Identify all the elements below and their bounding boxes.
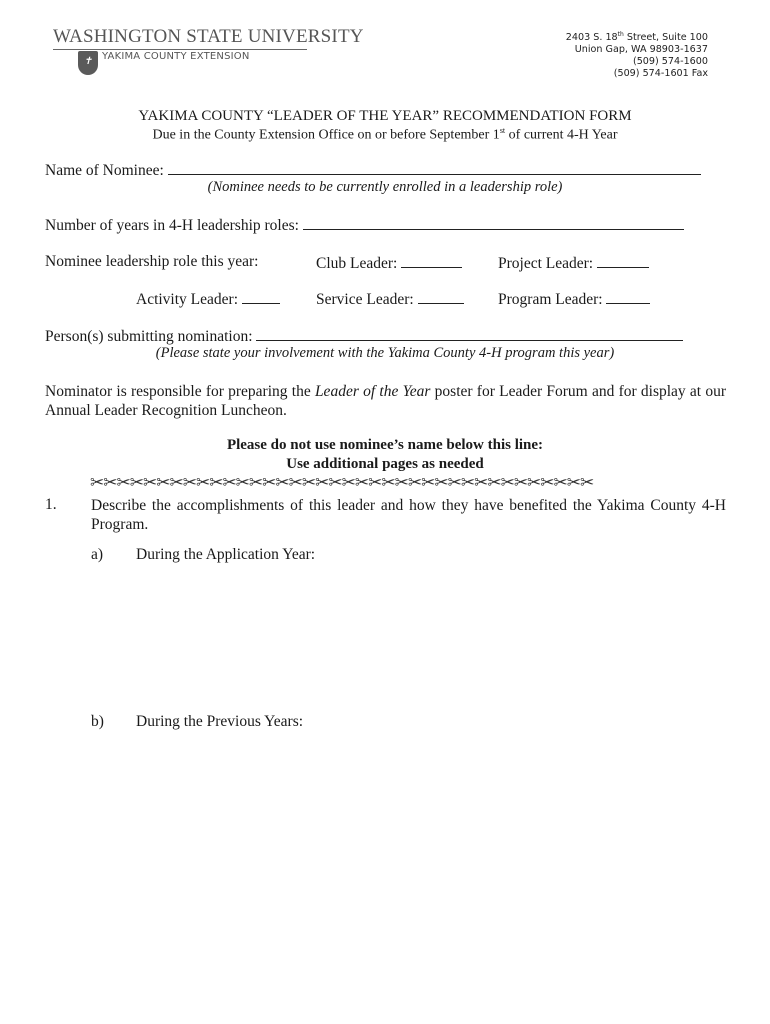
program-leader-field[interactable] (606, 289, 650, 304)
submitter-row (45, 326, 683, 346)
club-leader-label: Club Leader: (316, 255, 398, 272)
service-leader-label: Service Leader: (316, 291, 414, 308)
address-city: Union Gap, WA 98903-1637 (574, 44, 708, 56)
address-phone: (509) 574-1600 (632, 56, 708, 68)
address-fax: (509) 574-1601 Fax (613, 68, 708, 80)
university-name: WASHINGTON STATE UNIVERSITY (53, 26, 364, 47)
role-label: Nominee leadership role this year: (45, 253, 259, 270)
extension-name: YAKIMA COUNTY EXTENSION (102, 51, 250, 62)
years-row (45, 215, 684, 235)
submitter-label: Person(s) submitting nomination: (45, 328, 253, 345)
part-a-answer-area[interactable] (136, 570, 726, 700)
project-leader-label: Project Leader: (498, 255, 594, 272)
wsu-shield-icon (78, 51, 98, 75)
nominee-label: Name of Nominee: (45, 162, 164, 179)
nominator-paragraph: Nominator is responsible for preparing the Leader of the Year poster for Leader Forum and for display at our Annual Leader Recognition Luncheon. (45, 383, 726, 419)
nominee-name-field[interactable] (168, 160, 701, 175)
project-leader-field[interactable] (597, 253, 649, 268)
notice-line-2: Use additional pages as needed (286, 456, 484, 472)
activity-leader-row (136, 289, 280, 309)
club-leader-row (316, 253, 462, 273)
notice-line-1: Please do not use nominee’s name below this line: (226, 437, 544, 453)
office-address (566, 29, 708, 80)
scissors-cut-line: ✂✂✂✂✂✂✂✂✂✂✂✂✂✂✂✂✂✂✂✂✂✂✂✂✂✂✂✂✂✂✂✂✂✂✂✂✂✂ (90, 473, 594, 493)
logo-divider (53, 49, 307, 50)
submitter-note: (Please state your involvement with the Yakima County 4-H program this year) (155, 345, 615, 361)
due-date-note: Due in the County Extension Office on or before September 1st of current 4-H Year (152, 126, 618, 143)
project-leader-row (498, 253, 649, 273)
submitter-field[interactable] (256, 326, 683, 341)
years-label: Number of years in 4-H leadership roles: (45, 217, 299, 234)
shield-glyph: ✝ (83, 56, 93, 67)
years-field[interactable] (303, 215, 684, 230)
service-leader-field[interactable] (418, 289, 464, 304)
activity-leader-label: Activity Leader: (136, 291, 238, 308)
question-text: Describe the accomplishments of this leader and how they have benefited the Yakima County 4-H Program. (91, 497, 726, 533)
form-title: YAKIMA COUNTY “LEADER OF THE YEAR” RECOMMENDATION FORM (138, 108, 632, 124)
part-b-answer-area[interactable] (136, 738, 726, 988)
club-leader-field[interactable] (401, 253, 462, 268)
part-b-label: b) (91, 713, 104, 730)
address-street: 2403 S. 18th Street, Suite 100 (565, 31, 708, 44)
question-number: 1. (45, 496, 57, 513)
nominee-note: (Nominee needs to be currently enrolled in a leadership role) (207, 179, 563, 195)
program-leader-label: Program Leader: (498, 291, 603, 308)
program-leader-row (498, 289, 650, 309)
nominee-row (45, 160, 701, 180)
service-leader-row (316, 289, 464, 309)
activity-leader-field[interactable] (242, 289, 280, 304)
part-a-text: During the Application Year: (136, 546, 316, 563)
part-a-label: a) (91, 546, 104, 563)
part-b-text: During the Previous Years: (136, 713, 304, 730)
